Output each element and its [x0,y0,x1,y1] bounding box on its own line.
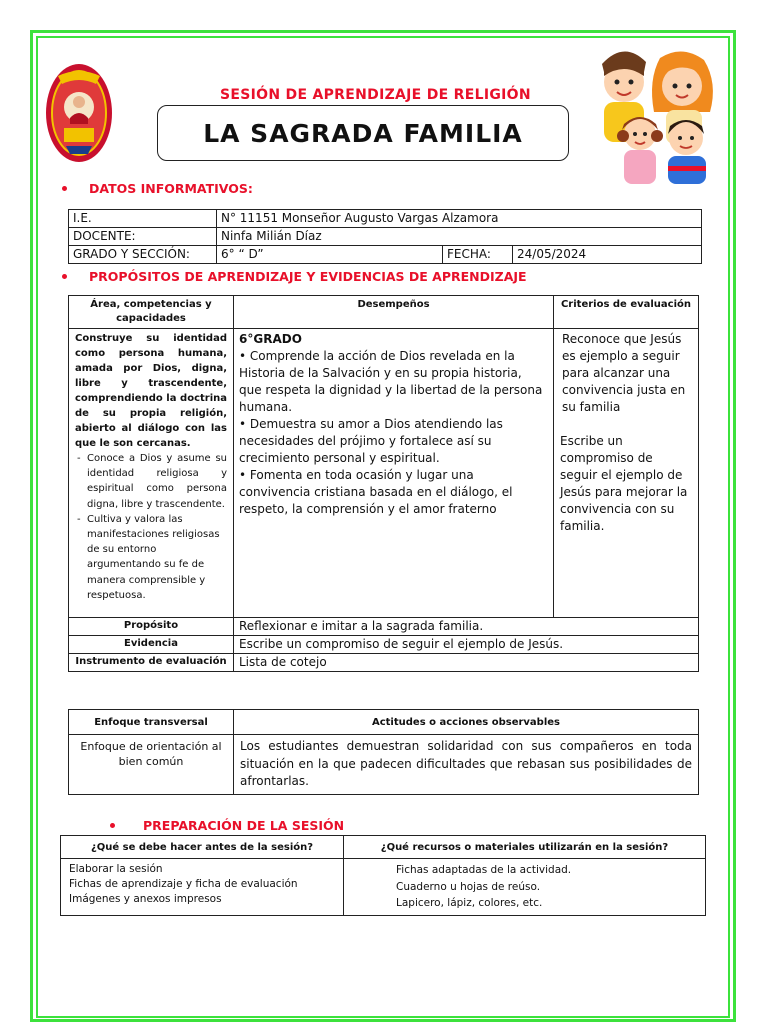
col-header-enfoque: Enfoque transversal [69,710,234,735]
section-propositos [62,269,527,284]
fecha-label: FECHA: [443,246,513,264]
list-item: Fichas de aprendizaje y ficha de evaluación [69,878,298,890]
col-header-antes: ¿Qué se debe hacer antes de la sesión? [61,836,344,859]
desempeno-item: • Fomenta en toda ocasión y lugar una convivencia cristiana basada en el diálogo, el respeto, la comprensión y el amor fraterno [239,468,513,516]
instrumento-label: Instrumento de evaluación [69,654,234,672]
table-row [69,618,699,636]
col-header-recursos: ¿Qué recursos o materiales utilizarán en la sesión? [344,836,706,859]
competencias-table [68,295,699,672]
capacidades-list [75,451,227,603]
section-datos-label: DATOS INFORMATIVOS: [89,181,253,196]
table-row [69,246,702,264]
list-item: - Conoce a Dios y asume su identidad religiosa y espiritual como persona digna, libre y trascendente. [87,451,227,512]
evidencia-value: Escribe un compromiso de seguir el ejemplo de Jesús. [234,636,699,654]
family-illustration-icon [590,38,730,186]
fecha-value: 24/05/2024 [513,246,702,264]
list-item: Lapicero, lápiz, colores, etc. [396,897,543,909]
table-row [69,636,699,654]
section-datos [62,181,253,196]
col-header-area: Área, competencias y capacidades [69,296,234,329]
docente-label: DOCENTE: [69,228,217,246]
docente-value: Ninfa Milián Díaz [217,228,702,246]
instrumento-value: Lista de cotejo [234,654,699,672]
bullet-icon [110,823,115,828]
desempeno-item: • Demuestra su amor a Dios atendiendo las necesidades del prójimo y fortalece así su crecimiento personal y espiritual. [239,417,503,465]
enfoque-name: Enfoque de orientación al bien común [69,735,234,795]
list-item: Elaborar la sesión [69,863,163,875]
preparacion-table [60,835,706,916]
criterio-item: Reconoce que Jesús es ejemplo a seguir para alcanzar una convivencia justa en su familia [562,332,686,414]
enfoque-table [68,709,699,795]
table-header-row [69,296,699,329]
table-row [69,654,699,672]
enfoque-text: Los estudiantes demuestran solidaridad con sus compañeros en toda situación en la que padecen dificultades que rebasan sus posibilidades de afrontarlas. [234,735,699,795]
area-cell [69,329,234,618]
grado-value: 6° “ D” [217,246,443,264]
ie-label: I.E. [69,210,217,228]
list-item: - Cultiva y valora las manifestaciones religiosas de su entorno argumentando su fe de manera comprensible y respetuosa. [87,512,227,603]
desempeno-item: • Comprende la acción de Dios revelada en la Historia de la Salvación y en su propia historia, que respeta la dignidad y la libertad de la persona humana. [239,349,543,414]
page-title: LA SAGRADA FAMILIA [157,105,569,161]
table-row [69,735,699,795]
bullet-icon [62,274,67,279]
session-subtitle: SESIÓN DE APRENDIZAJE DE RELIGIÓN [220,87,531,103]
criterios-cell [554,329,699,618]
bullet-icon [62,186,67,191]
criterio-item: Escribe un compromiso de seguir el ejemplo de Jesús para mejorar la convivencia con su familia. [560,434,688,533]
recursos-cell [344,859,706,916]
proposito-label: Propósito [69,618,234,636]
table-row [69,228,702,246]
ie-value: N° 11151 Monseñor Augusto Vargas Alzamora [217,210,702,228]
section-preparacion [110,818,344,833]
section-preparacion-label: PREPARACIÓN DE LA SESIÓN [143,818,345,833]
col-header-criterios: Criterios de evaluación [554,296,699,329]
col-header-desempenos: Desempeños [234,296,554,329]
antes-cell [61,859,344,916]
table-header-row [69,710,699,735]
list-item: Imágenes y anexos impresos [69,893,222,905]
list-item: Cuaderno u hojas de reúso. [396,880,541,893]
list-item: Fichas adaptadas de la actividad. [396,864,572,876]
evidencia-label: Evidencia [69,636,234,654]
section-propositos-label: PROPÓSITOS DE APRENDIZAJE Y EVIDENCIAS DE APRENDIZAJE [89,269,527,284]
table-row [69,329,699,618]
desempenos-cell [234,329,554,618]
grado-heading: 6°GRADO [239,332,302,346]
table-row [69,210,702,228]
school-crest-icon [44,62,114,164]
competencia-text: Construye su identidad como persona humana, amada por Dios, digna, libre y trascendente, comprendiendo la doctrina de su propia religión, abierto al diálogo con las que le son cercanas. [75,333,227,449]
grado-label: GRADO Y SECCIÓN: [69,246,217,264]
table-header-row [61,836,706,859]
datos-table [68,209,702,264]
table-row [61,859,706,916]
proposito-value: Reflexionar e imitar a la sagrada familia. [234,618,699,636]
col-header-actitudes: Actitudes o acciones observables [234,710,699,735]
